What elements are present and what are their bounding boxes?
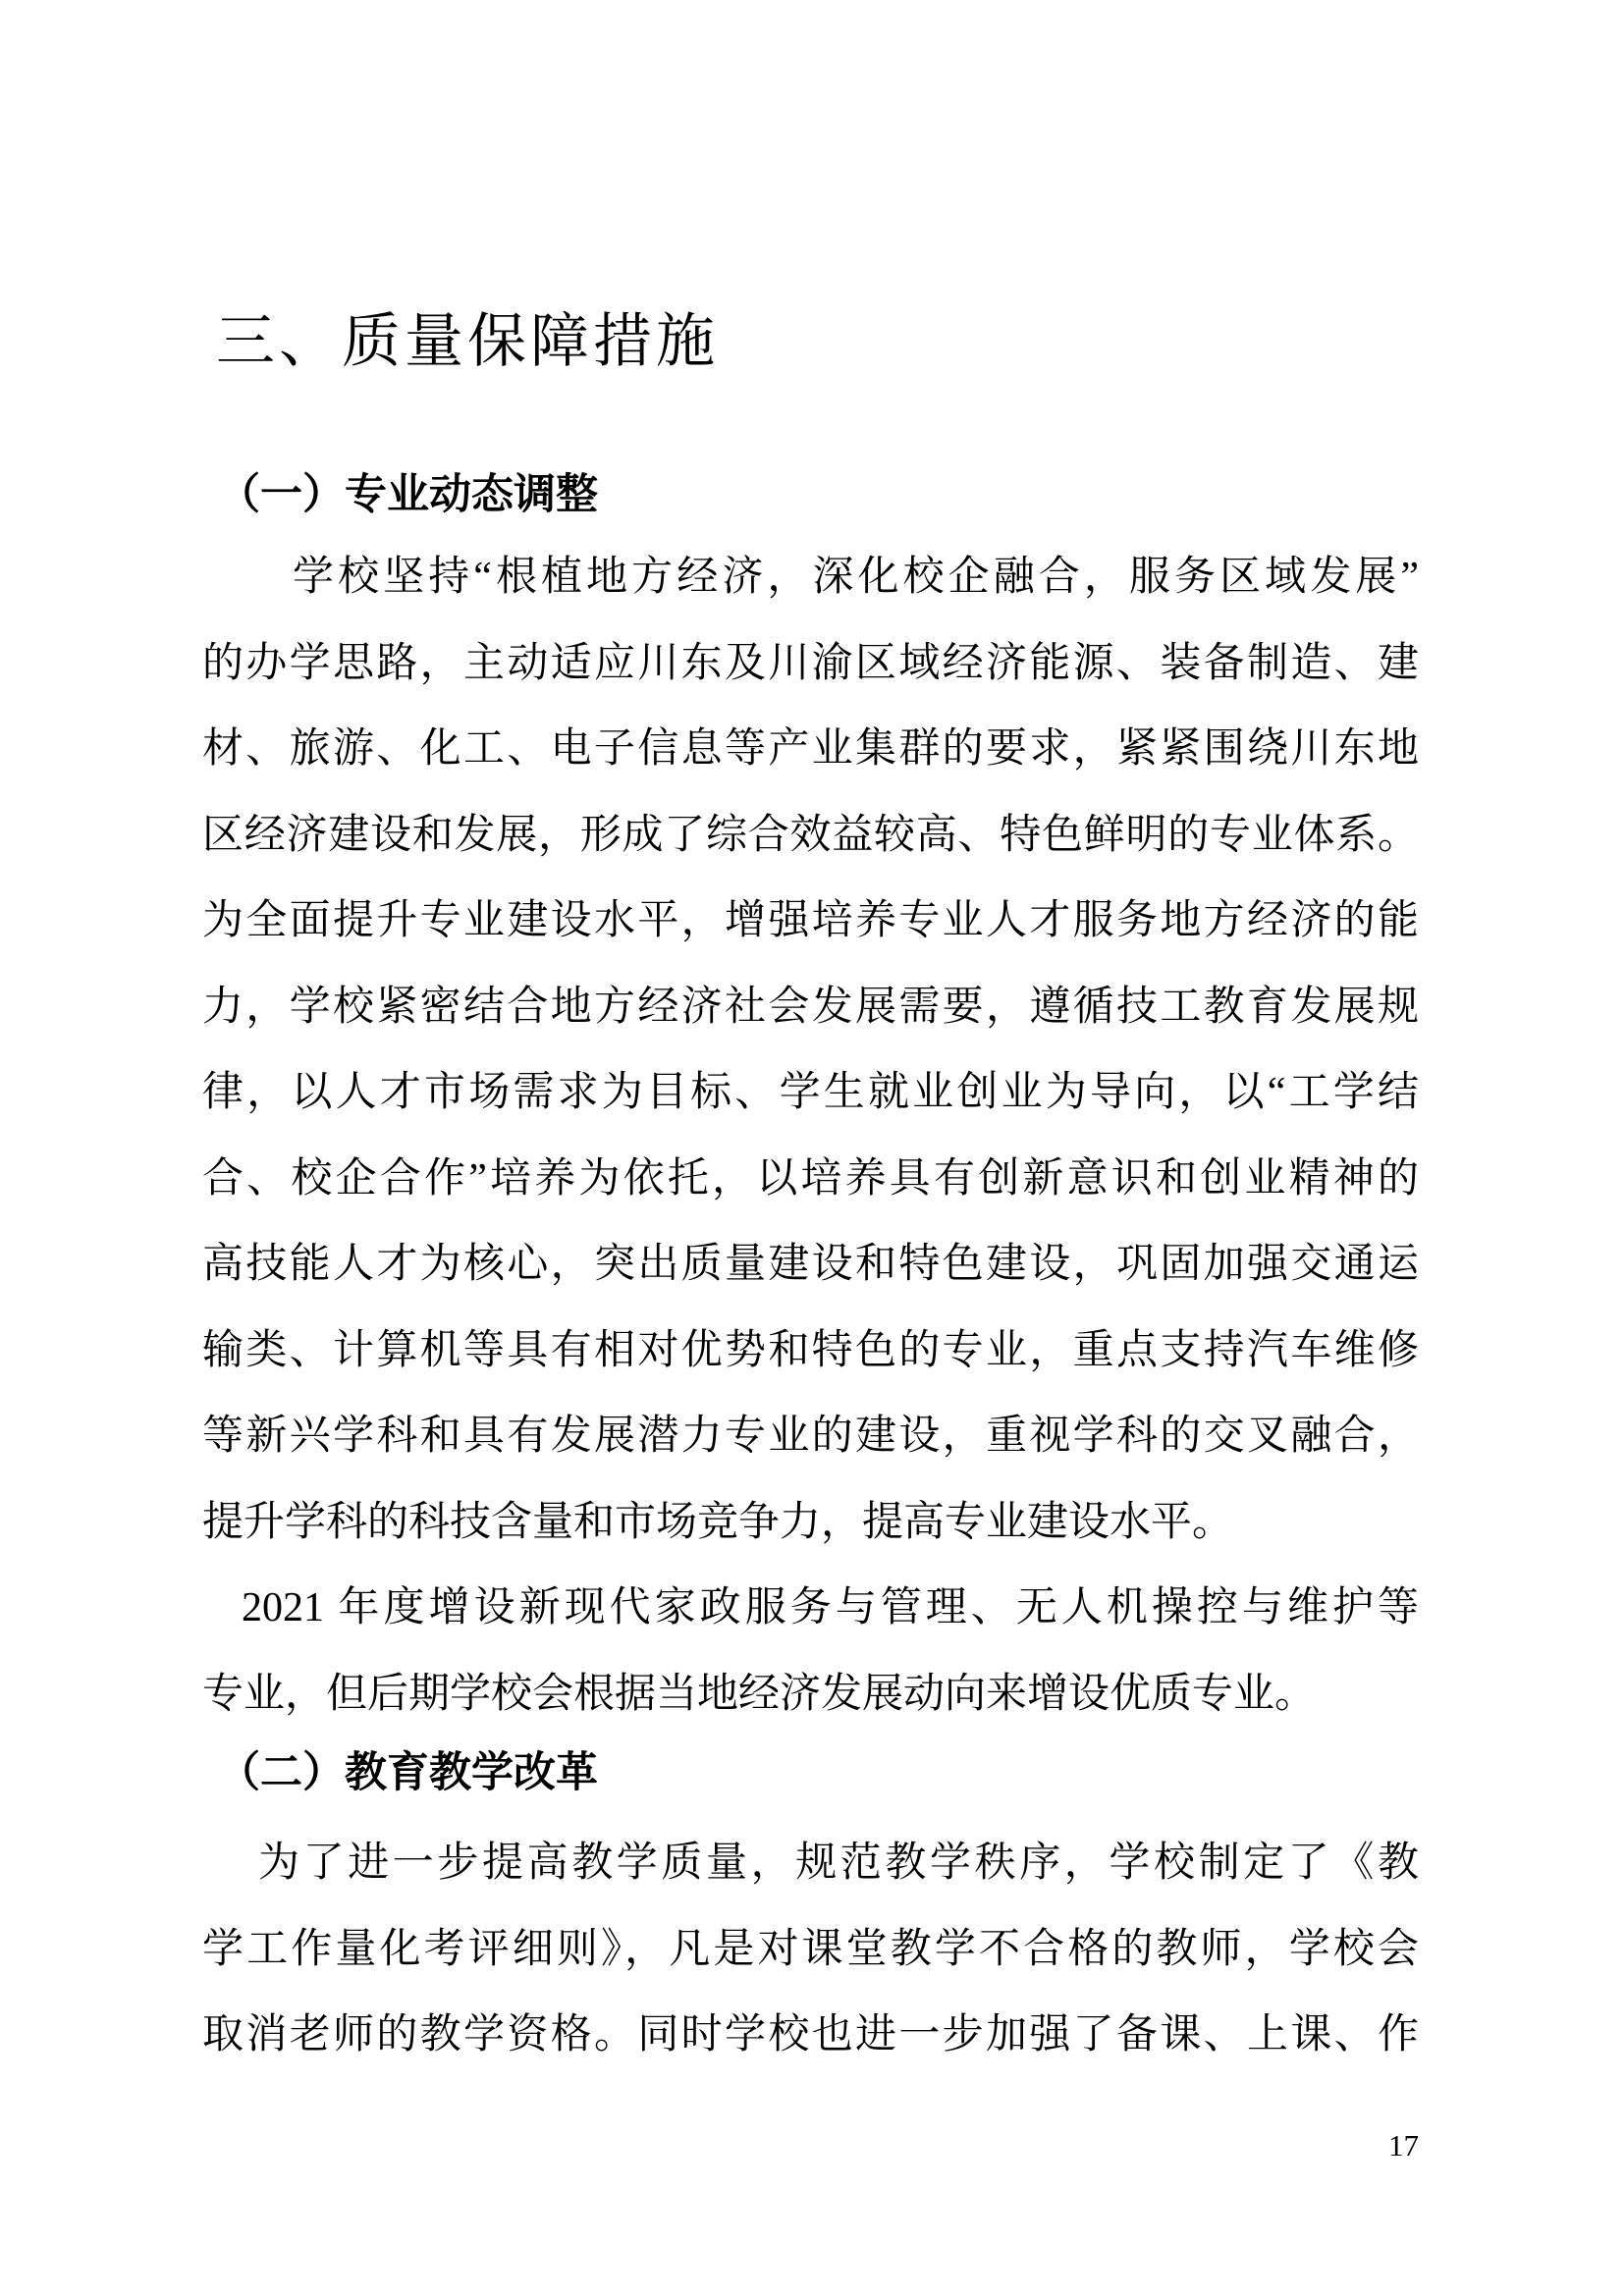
body-line: 的办学思路，主动适应川东及川渝区域经济能源、装备制造、建 [202, 640, 1419, 686]
body-line: 力，学校紧密结合地方经济社会发展需要，遵循技工教育发展规 [202, 984, 1419, 1030]
paragraph-1 [202, 535, 1419, 1566]
body-line: 材、旅游、化工、电子信息等产业集群的要求，紧紧围绕川东地 [202, 726, 1419, 772]
paragraph-2 [202, 1566, 1419, 1737]
body-line: 等新兴学科和具有发展潜力专业的建设，重视学科的交叉融合， [202, 1414, 1419, 1459]
body-line: 为全面提升专业建设水平，增强培养专业人才服务地方经济的能 [202, 898, 1419, 943]
body-line: 专业，但后期学校会根据当地经济发展动向来增设优质专业。 [202, 1671, 1317, 1717]
body-line: 为了进一步提高教学质量，规范教学秩序，学校制定了《教 [258, 1841, 1419, 1886]
body-line: 2021 年度增设新现代家政服务与管理、无人机操控与维护等 [242, 1585, 1419, 1630]
body-line: 学校坚持“根植地方经济，深化校企融合，服务区域发展” [293, 555, 1419, 600]
body-line: 提升学科的科技含量和市场竞争力，提高专业建设水平。 [202, 1499, 1234, 1545]
section-heading-1: （一）专业动态调整 [218, 471, 598, 518]
body-line: 输类、计算机等具有相对优势和特色的专业，重点支持汽车维修 [202, 1327, 1419, 1373]
paragraph-3 [202, 1821, 1419, 2079]
body-line: 区经济建设和发展，形成了综合效益较高、特色鲜明的专业体系。 [202, 812, 1419, 858]
body-line: 取消老师的教学资格。同时学校也进一步加强了备课、上课、作 [202, 2012, 1419, 2057]
body-line: 高技能人才为核心，突出质量建设和特色建设，巩固加强交通运 [202, 1242, 1419, 1287]
body-line: 律，以人才市场需求为目标、学生就业创业为导向，以“工学结 [202, 1070, 1419, 1115]
body-line: 学工作量化考评细则》，凡是对课堂教学不合格的教师，学校会 [202, 1926, 1419, 1972]
section-heading-2: （二）教育教学改革 [218, 1749, 598, 1796]
page-number: 17 [1388, 2128, 1419, 2163]
body-line: 合、校企合作”培养为依托，以培养具有创新意识和创业精神的 [202, 1155, 1419, 1201]
page-title: 三、质量保障措施 [216, 308, 719, 374]
